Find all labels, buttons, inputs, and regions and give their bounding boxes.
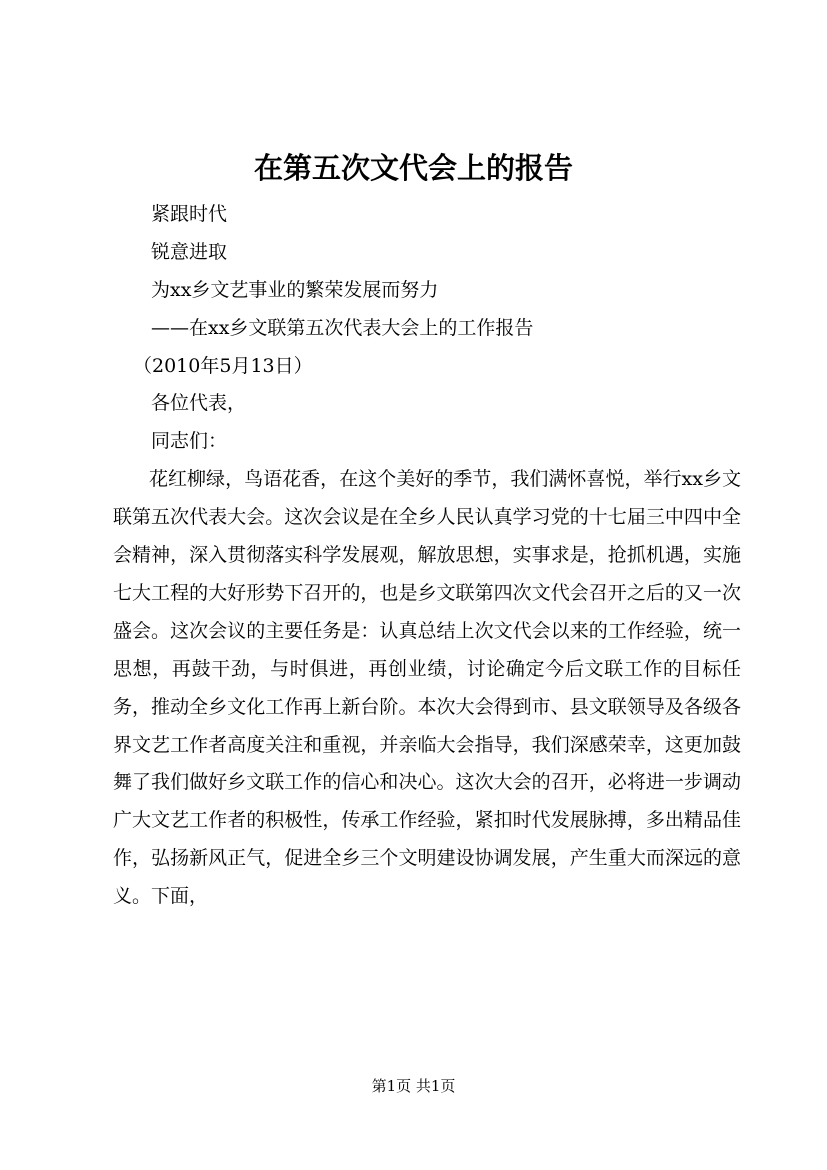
subtitle-line-3: 为xx乡文艺事业的繁荣发展而努力 [151,278,439,301]
subtitle-line-2: 锐意进取 [151,240,228,263]
subtitle-line-4: ——在xx乡文联第五次代表大会上的工作报告 [151,316,534,339]
body-paragraph: 花红柳绿，鸟语花香，在这个美好的季节，我们满怀喜悦，举行xx乡文联第五次代表大会。这次会议是在全乡人民认真学习党的十七届三中四中全会精神，深入贯彻落实科学发展观，解放思想，实事求是，抢抓机遇，实施七大工程的大好形势下召开的，也是乡文联第四次文代会召开之后的又一次盛会。这次会议的主要任务是：认真总结上次文代会以来的工作经验，统一思想，再鼓干劲，与时俱进，再创业绩，讨论确定今后文联工作的目标任务，推动全乡文化工作再上新台阶。本次大会得到市、县文联领导及各级各界文艺工作者高度关注和重视，并亲临大会指导，我们深感荣幸，这更加鼓舞了我们做好乡文联工作的信心和决心。这次大会的召开，必将进一步调动广大文艺工作者的积极性，传承工作经验，紧扣时代发展脉搏，多出精品佳作，弘扬新风正气，促进全乡三个文明建设协调发展，产生重大而深远的意义。下面， [113,468,741,908]
report-date: （2010年5月13日） [133,354,313,377]
document-title: 在第五次文代会上的报告 [253,151,573,185]
salutation-delegates: 各位代表， [151,392,247,415]
subtitle-line-1: 紧跟时代 [151,203,228,225]
document-body [113,196,741,916]
salutation-comrades: 同志们： [151,430,228,453]
page-number: 第1页 共1页 [371,1077,456,1095]
